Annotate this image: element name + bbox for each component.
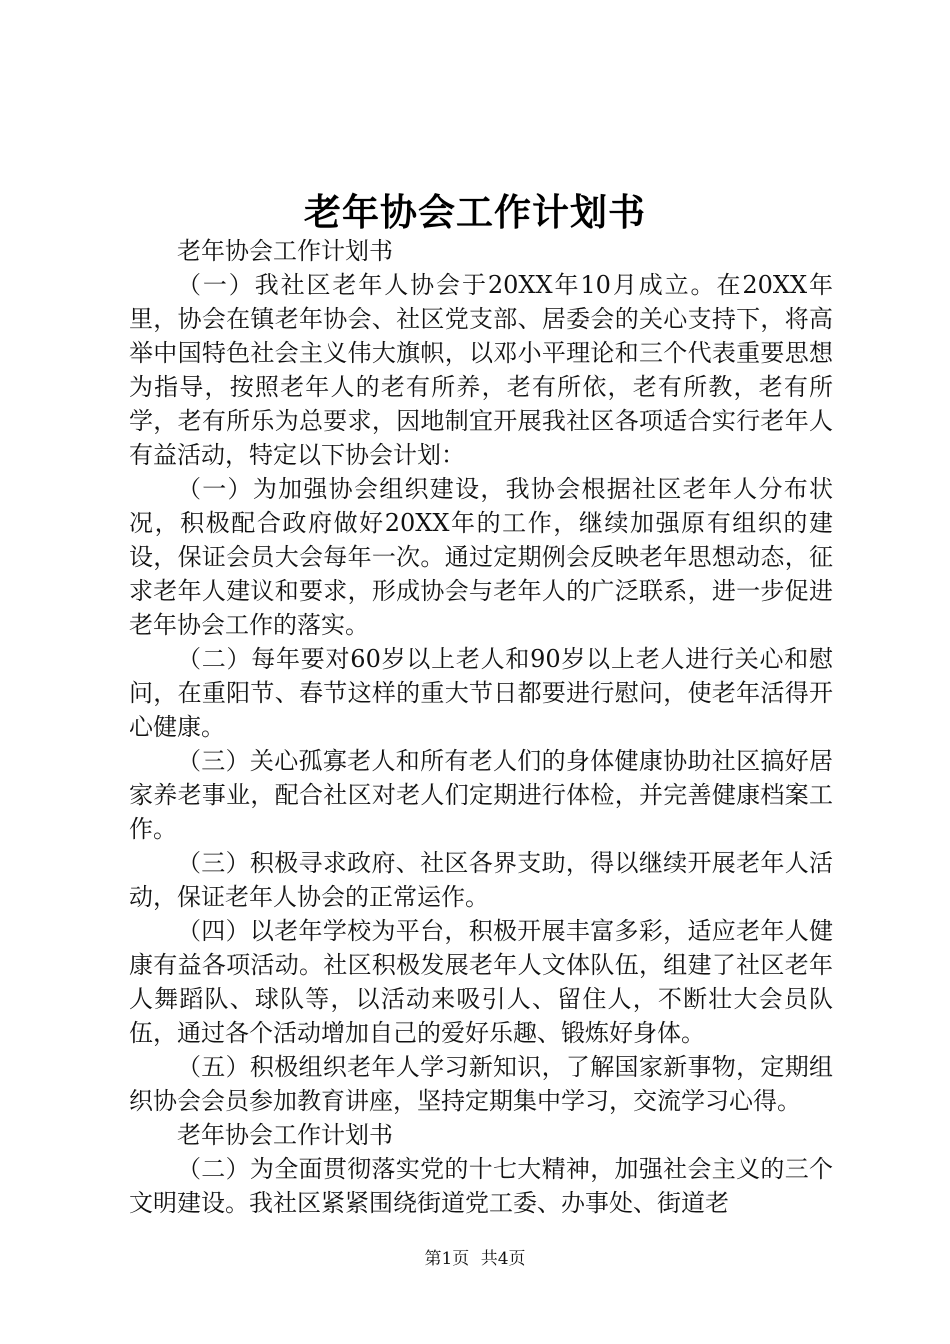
paragraph: （二）为全面贯彻落实党的十七大精神，加强社会主义的三个文明建设。我社区紧紧围绕街道党工委、办事处、街道老 [129,1155,833,1217]
paragraph: （一）我社区老年人协会于20XX年10月成立。在20XX年里，协会在镇老年协会、社区党支部、居委会的关心支持下，将高举中国特色社会主义伟大旗帜，以邓小平理论和三个代表重要思想为指导，按照老年人的老有所养，老有所依，老有所教，老有所学，老有所乐为总要求，因地制宜开展我社区各项适合实行老年人有益活动，特定以下协会计划： [129,271,833,469]
paragraph: （四）以老年学校为平台，积极开展丰富多彩，适应老年人健康有益各项活动。社区积极发展老年人文体队伍，组建了社区老年人舞蹈队、球队等，以活动来吸引人、留住人，不断壮大会员队伍，通过各个活动增加自己的爱好乐趣、锻炼好身体。 [129,917,833,1047]
paragraph: （三）积极寻求政府、社区各界支助，得以继续开展老年人活动，保证老年人协会的正常运作。 [129,849,833,911]
section-subtitle: 老年协会工作计划书 [177,237,393,265]
paragraph: （三）关心孤寡老人和所有老人们的身体健康协助社区搞好居家养老事业，配合社区对老人们定期进行体检，并完善健康档案工作。 [129,747,833,843]
document-body [129,234,833,1220]
page-number: 第1页 [424,1249,470,1269]
section-subtitle: 老年协会工作计划书 [177,1121,393,1149]
page-total: 共4页 [480,1249,526,1269]
page-footer [0,1244,950,1269]
paragraph: （五）积极组织老年人学习新知识，了解国家新事物，定期组织协会会员参加教育讲座，坚持定期集中学习，交流学习心得。 [129,1053,833,1115]
paragraph: （二）每年要对60岁以上老人和90岁以上老人进行关心和慰问，在重阳节、春节这样的重大节日都要进行慰问，使老年活得开心健康。 [129,645,833,741]
paragraph: （一）为加强协会组织建设，我协会根据社区老年人分布状况，积极配合政府做好20XX年的工作，继续加强原有组织的建设，保证会员大会每年一次。通过定期例会反映老年思想动态，征求老年人建议和要求，形成协会与老年人的广泛联系，进一步促进老年协会工作的落实。 [129,475,833,639]
document-title: 老年协会工作计划书 [304,190,646,234]
